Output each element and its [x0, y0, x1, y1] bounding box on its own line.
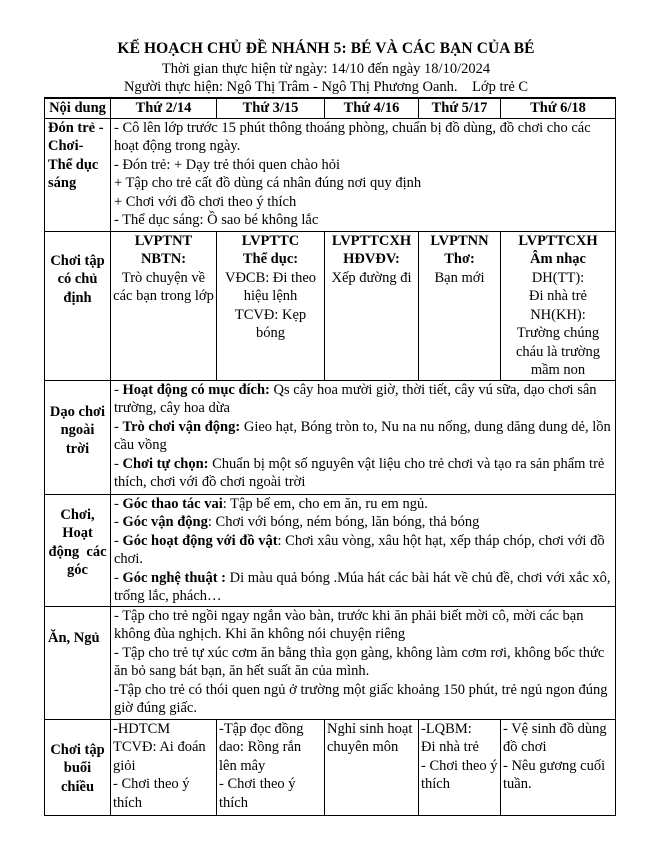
outdoor-item-title: Trò chơi vận động: [122, 418, 241, 435]
eating-line-1: - Tập cho trẻ ngồi ngay ngắn vào bàn, trước khi ăn phải biết mời cô, mời các bạn không đùa nghịch. Khi ăn không nói chuyện riêng [114, 607, 584, 642]
afternoon-wed [325, 719, 419, 815]
afternoon-thu-2: Đi nhà trẻ [421, 739, 479, 755]
afternoon-fri-1: - Vệ sinh đồ dùng đồ chơi [503, 720, 607, 755]
learning-fri-content-3: NH(KH): [530, 306, 586, 323]
label-afternoon-3: chiều [60, 778, 95, 795]
learning-mon-field: LVPTNT [134, 232, 193, 249]
corner-item-title: Góc vận động [122, 514, 208, 530]
outdoor-item: - Chơi tự chọn: Chuẩn bị một số nguyên vật liệu cho trẻ chơi và tạo ra sản phẩm trẻ thích, chơi với đồ chơi ngoài trời [114, 455, 605, 490]
label-welcome-1: Đón trẻ - [48, 119, 104, 136]
col-header-content: Nội dung [45, 98, 111, 118]
learning-fri-subject: Âm nhạc [530, 251, 586, 267]
corners-content [111, 494, 616, 606]
label-outdoor [45, 380, 111, 494]
label-eating: Ăn, Ngủ [45, 606, 111, 719]
eating-content [111, 606, 616, 719]
outdoor-content [111, 380, 616, 494]
outdoor-item-text: Chuẩn bị một số nguyên vật liệu cho trẻ chơi và tạo ra sản phẩm trẻ thích, chơi với đồ chơi ngoài trời [114, 455, 605, 490]
learning-tue-content-2: TCVĐ: Kẹp bóng [234, 306, 307, 341]
row-learning [45, 231, 616, 380]
label-afternoon-1: Chơi tập [50, 741, 105, 758]
corner-item-title: Góc hoạt động với đồ vật [122, 532, 278, 549]
welcome-line-3: + Tập cho trẻ cất đồ dùng cá nhân đúng nơi quy định [114, 175, 422, 191]
label-welcome [45, 118, 111, 231]
label-corners-3: động các [48, 543, 107, 560]
outdoor-item: - Hoạt động có mục đích: Qs cây hoa mười giờ, thời tiết, cây vú sữa, dạo chơi sân trường, cây hoa dừa [114, 381, 597, 416]
label-learning [45, 231, 111, 380]
corner-item: - Góc hoạt động với đồ vật: Chơi xâu vòng, xâu hột hạt, xếp tháp chóp, chơi với đồ chơi. [114, 532, 605, 567]
eating-line-2: - Tập cho trẻ tự xúc cơm ăn bằng thìa gọn gàng, không làm cơm rơi, không bốc thức ăn bỏ sang bát bạn, ăn hết suất ăn của mình. [114, 644, 605, 679]
corner-item-text: : Tập bế em, cho em ăn, ru em ngủ. [222, 495, 428, 512]
learning-tue [217, 231, 325, 380]
corner-item: - Góc thao tác vai: Tập bế em, cho em ăn, ru em ngủ. [114, 495, 428, 512]
label-corners-2: Hoạt [62, 525, 93, 541]
learning-mon [111, 231, 217, 380]
afternoon-tue-1: -Tập đọc đồng dao: Rồng rắn lên mây [219, 720, 304, 774]
col-header-thu: Thứ 5/17 [419, 98, 501, 118]
learning-thu-subject: Thơ: [444, 251, 475, 267]
afternoon-fri [501, 719, 616, 815]
outdoor-item-text: Gieo hạt, Bóng tròn to, Nu na nu nống, dung dăng dung dẻ, lồn cầu vồng [114, 418, 611, 453]
label-welcome-3: Thể dục [48, 156, 99, 173]
outdoor-item: - Trò chơi vận động: Gieo hạt, Bóng tròn to, Nu na nu nống, dung dăng dung dẻ, lồn cầu vồng [114, 418, 611, 453]
corner-item-text: Di màu quả bóng .Múa hát các bài hát về chủ đề, chơi với xắc xô, trống lắc, phách… [114, 569, 611, 604]
col-header-wed: Thứ 4/16 [325, 98, 419, 118]
outdoor-item-title: Chơi tự chọn: [122, 455, 209, 472]
afternoon-thu [419, 719, 501, 815]
label-outdoor-3: trời [65, 440, 90, 457]
learning-wed [325, 231, 419, 380]
afternoon-wed-1: Nghỉ sinh hoạt chuyên môn [327, 720, 413, 755]
afternoon-tue-2: - Chơi theo ý thích [219, 776, 296, 811]
label-welcome-4: sáng [48, 175, 77, 191]
row-outdoor [45, 380, 616, 494]
corner-item-title: Góc thao tác vai [122, 495, 223, 512]
label-afternoon [45, 719, 111, 815]
label-corners [45, 494, 111, 606]
teachers: Người thực hiện: Ngô Thị Trâm - Ngô Thị Phương Oanh. [123, 79, 458, 95]
welcome-line-1: - Cô lên lớp trước 15 phút thông thoáng phòng, chuẩn bị đồ dùng, đồ chơi cho các hoạt động trong ngày. [114, 119, 591, 154]
learning-wed-field: LVPTTCXH [331, 232, 412, 249]
label-outdoor-1: Dạo chơi [49, 403, 106, 420]
afternoon-mon-1: -HDTCM [113, 720, 171, 737]
row-eating [45, 606, 616, 719]
eating-line-3: -Tập cho trẻ có thói quen ngủ ở trường một giấc khoảng 150 phút, trẻ ngủ ngon đúng giờ đúng giấc. [114, 681, 608, 716]
learning-thu-field: LVPTNN [430, 232, 489, 249]
welcome-content [111, 118, 616, 231]
row-corners [45, 494, 616, 606]
learning-tue-subject: Thể dục: [242, 251, 299, 267]
afternoon-mon-3: - Chơi theo ý thích [113, 776, 190, 811]
plan-title: KẾ HOẠCH CHỦ ĐỀ NHÁNH 5: BÉ VÀ CÁC BẠN CỦA BÉ [117, 40, 535, 57]
plan-table [44, 97, 616, 816]
col-header-tue: Thứ 3/15 [217, 98, 325, 118]
label-outdoor-2: ngoài [60, 422, 95, 438]
col-header-fri: Thứ 6/18 [501, 98, 616, 118]
label-corners-4: góc [67, 562, 88, 578]
learning-fri-content-1: DH(TT): [531, 269, 585, 286]
class-name: Lớp trẻ C [472, 79, 529, 95]
label-welcome-2: Chơi- [48, 138, 84, 154]
afternoon-thu-1: -LQBM: [421, 720, 472, 737]
afternoon-tue [217, 719, 325, 815]
learning-fri-content-2: Đi nhà trẻ [529, 288, 587, 304]
col-header-mon: Thứ 2/14 [111, 98, 217, 118]
learning-wed-content: Xếp đường đi [331, 269, 412, 286]
afternoon-thu-3: - Chơi theo ý thích [421, 757, 498, 792]
learning-fri-content-4: Trường chúng cháu là trường mầm non [516, 325, 600, 378]
learning-fri [501, 231, 616, 380]
label-learning-3: định [63, 289, 92, 306]
row-welcome [45, 118, 616, 231]
afternoon-fri-2: - Nêu gương cuối tuần. [503, 757, 606, 792]
row-afternoon [45, 719, 616, 815]
learning-tue-field: LVPTTC [241, 232, 300, 249]
corner-item-text: : Chơi xâu vòng, xâu hột hạt, xếp tháp chóp, chơi với đồ chơi. [114, 532, 605, 567]
corner-item-title: Góc nghệ thuật : [122, 569, 226, 586]
learning-tue-content-1: VĐCB: Đi theo hiệu lệnh [224, 269, 317, 304]
learning-wed-subject: HĐVĐV: [343, 251, 400, 267]
corner-item: - Góc nghệ thuật : Di màu quả bóng .Múa hát các bài hát về chủ đề, chơi với xắc xô, trống lắc, phách… [114, 569, 611, 604]
label-afternoon-2: buổi [63, 760, 92, 776]
learning-mon-content: Trò chuyện về các bạn trong lớp [113, 269, 214, 304]
label-learning-1: Chơi tập [50, 252, 105, 269]
learning-fri-field: LVPTTCXH [518, 232, 598, 249]
welcome-line-2: - Đón trẻ: + Dạy trẻ thói quen chào hỏi [114, 156, 341, 173]
corner-item: - Góc vận động: Chơi với bóng, ném bóng, lăn bóng, thả bóng [114, 514, 480, 530]
teachers-line [0, 79, 652, 96]
welcome-line-4: + Chơi với đồ chơi theo ý thích [114, 193, 297, 210]
outdoor-item-text: Qs cây hoa mười giờ, thời tiết, cây vú sữa, dạo chơi sân trường, cây hoa dừa [114, 381, 597, 416]
learning-mon-subject: NBTN: [140, 251, 187, 267]
time-range: Thời gian thực hiện từ ngày: 14/10 đến ngày 18/10/2024 [161, 61, 491, 77]
corner-item-text: : Chơi với bóng, ném bóng, lăn bóng, thả bóng [207, 514, 480, 530]
label-learning-2: có chủ [57, 271, 98, 287]
outdoor-item-title: Hoạt động có mục đích: [122, 381, 270, 398]
welcome-line-5: - Thể dục sáng: Ồ sao bé không lắc [114, 212, 319, 228]
afternoon-mon [111, 719, 217, 815]
afternoon-mon-2: TCVĐ: Ai đoán giỏi [113, 739, 206, 774]
learning-thu-content: Bạn mới [434, 269, 485, 286]
table-header-row [45, 98, 616, 118]
label-corners-1: Chơi, [60, 506, 95, 523]
learning-thu [419, 231, 501, 380]
